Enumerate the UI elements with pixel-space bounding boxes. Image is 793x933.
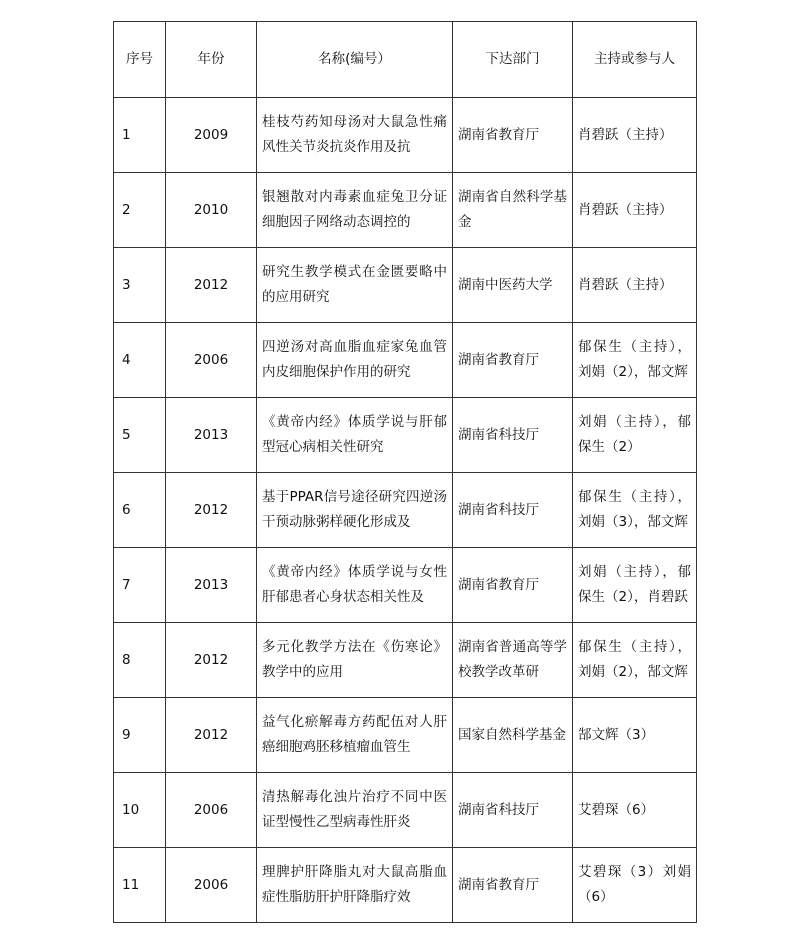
cell-dept <box>453 173 573 248</box>
cell-person <box>573 173 697 248</box>
cell-name-text: 四逆汤对高血脂血症家兔血管内皮细胞保护作用的研究 <box>262 339 447 380</box>
cell-person <box>573 248 697 323</box>
cell-no: 8 <box>114 623 166 698</box>
cell-person <box>573 98 697 173</box>
cell-dept-text: 湖南省科技厅 <box>458 426 539 443</box>
cell-dept <box>453 548 573 623</box>
cell-person-text: 郁保生（主持），刘娟（3），郜文辉 <box>578 489 691 530</box>
cell-person-text: 肖碧跃（主持） <box>578 276 673 293</box>
cell-name <box>257 848 453 923</box>
table-row <box>114 323 697 398</box>
cell-dept-text: 湖南省教育厅 <box>458 126 539 143</box>
cell-name <box>257 248 453 323</box>
cell-person <box>573 473 697 548</box>
cell-name-text: 基于PPAR信号途径研究四逆汤干预动脉粥样硬化形成及 <box>262 489 447 530</box>
table-row <box>114 98 697 173</box>
table-row <box>114 848 697 923</box>
cell-year: 2006 <box>166 323 257 398</box>
cell-person-text: 肖碧跃（主持） <box>578 201 673 218</box>
table-row <box>114 473 697 548</box>
cell-dept <box>453 848 573 923</box>
table-row <box>114 623 697 698</box>
cell-person <box>573 698 697 773</box>
cell-no: 7 <box>114 548 166 623</box>
cell-person <box>573 848 697 923</box>
cell-person <box>573 773 697 848</box>
cell-person-text: 郁保生（主持），刘娟（2），郜文辉 <box>578 639 691 680</box>
cell-dept-text: 国家自然科学基金 <box>458 726 566 743</box>
cell-dept <box>453 773 573 848</box>
cell-year: 2012 <box>166 623 257 698</box>
cell-dept-text: 湖南中医药大学 <box>458 276 553 293</box>
table-row <box>114 173 697 248</box>
cell-name <box>257 173 453 248</box>
cell-year: 2012 <box>166 248 257 323</box>
cell-no: 3 <box>114 248 166 323</box>
cell-person-text: 艾碧琛（6） <box>578 801 655 818</box>
cell-name-text: 多元化教学方法在《伤寒论》教学中的应用 <box>262 639 447 680</box>
cell-name-text: 清热解毒化浊片治疗不同中医证型慢性乙型病毒性肝炎 <box>262 789 447 830</box>
cell-no: 2 <box>114 173 166 248</box>
cell-dept <box>453 473 573 548</box>
cell-person <box>573 548 697 623</box>
cell-name-text: 理脾护肝降脂丸对大鼠高脂血症性脂肪肝护肝降脂疗效 <box>262 864 447 905</box>
cell-dept-text: 湖南省科技厅 <box>458 501 539 518</box>
cell-person <box>573 323 697 398</box>
cell-person <box>573 398 697 473</box>
cell-year: 2012 <box>166 473 257 548</box>
cell-dept <box>453 98 573 173</box>
cell-name <box>257 773 453 848</box>
table-row <box>114 698 697 773</box>
header-dept: 下达部门 <box>453 22 573 98</box>
header-year: 年份 <box>166 22 257 98</box>
cell-name <box>257 323 453 398</box>
cell-year: 2013 <box>166 398 257 473</box>
cell-name-text: 研究生教学模式在金匮要略中的应用研究 <box>262 264 447 305</box>
cell-no: 4 <box>114 323 166 398</box>
table-row <box>114 773 697 848</box>
cell-person-text: 艾碧琛（3）刘娟（6） <box>578 864 691 905</box>
header-no: 序号 <box>114 22 166 98</box>
cell-name <box>257 623 453 698</box>
cell-dept <box>453 698 573 773</box>
cell-name-text: 银翘散对内毒素血症兔卫分证细胞因子网络动态调控的 <box>262 189 447 230</box>
cell-person-text: 郜文辉（3） <box>578 726 655 743</box>
project-table-container <box>113 21 696 923</box>
cell-dept-text: 湖南省科技厅 <box>458 801 539 818</box>
cell-name-text: 桂枝芍药知母汤对大鼠急性痛风性关节炎抗炎作用及抗 <box>262 114 447 155</box>
cell-dept-text: 湖南省自然科学基金 <box>458 189 567 230</box>
cell-person-text: 郁保生（主持），刘娟（2），郜文辉 <box>578 339 691 380</box>
cell-dept <box>453 398 573 473</box>
cell-person <box>573 623 697 698</box>
cell-dept <box>453 248 573 323</box>
cell-name-text: 《黄帝内经》体质学说与肝郁型冠心病相关性研究 <box>262 414 447 455</box>
cell-name <box>257 473 453 548</box>
table-row <box>114 548 697 623</box>
cell-dept <box>453 623 573 698</box>
cell-dept-text: 湖南省教育厅 <box>458 351 539 368</box>
cell-no: 6 <box>114 473 166 548</box>
cell-person-text: 刘娟（主持），郁保生（2） <box>578 414 691 455</box>
table-header <box>114 22 697 98</box>
cell-no: 9 <box>114 698 166 773</box>
cell-name <box>257 398 453 473</box>
cell-no: 10 <box>114 773 166 848</box>
cell-no: 1 <box>114 98 166 173</box>
cell-year: 2012 <box>166 698 257 773</box>
table-row <box>114 398 697 473</box>
cell-year: 2010 <box>166 173 257 248</box>
cell-dept-text: 湖南省教育厅 <box>458 876 539 893</box>
cell-name-text: 《黄帝内经》体质学说与女性肝郁患者心身状态相关性及 <box>262 564 447 605</box>
table-row <box>114 248 697 323</box>
cell-dept-text: 湖南省普通高等学校教学改革研 <box>458 639 567 680</box>
cell-year: 2006 <box>166 773 257 848</box>
cell-dept-text: 湖南省教育厅 <box>458 576 539 593</box>
cell-dept <box>453 323 573 398</box>
cell-name <box>257 98 453 173</box>
cell-year: 2009 <box>166 98 257 173</box>
header-name: 名称(编号） <box>257 22 453 98</box>
cell-name <box>257 698 453 773</box>
cell-name-text: 益气化瘀解毒方药配伍对人肝癌细胞鸡胚移植瘤血管生 <box>262 714 447 755</box>
cell-year: 2006 <box>166 848 257 923</box>
cell-person-text: 肖碧跃（主持） <box>578 126 673 143</box>
cell-no: 5 <box>114 398 166 473</box>
table-body <box>114 98 697 923</box>
cell-year: 2013 <box>166 548 257 623</box>
header-person: 主持或参与人 <box>573 22 697 98</box>
cell-name <box>257 548 453 623</box>
header-row <box>114 22 697 98</box>
project-table <box>113 21 697 923</box>
cell-person-text: 刘娟（主持），郁保生（2），肖碧跃 <box>578 564 691 605</box>
cell-no: 11 <box>114 848 166 923</box>
